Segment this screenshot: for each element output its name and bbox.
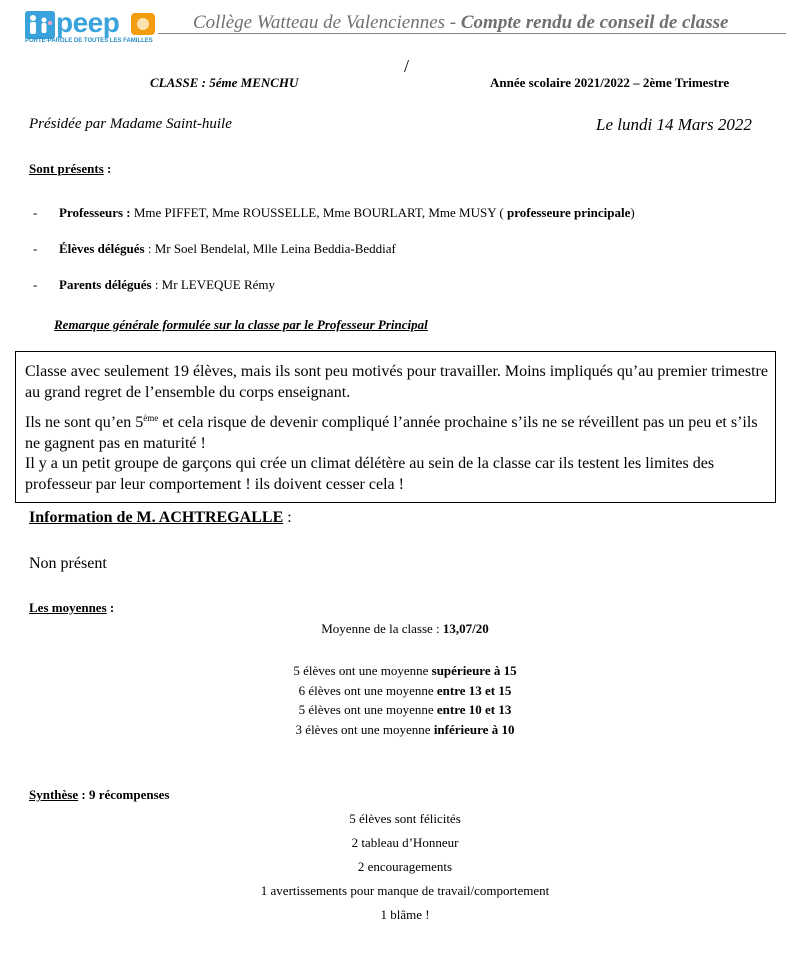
attendees-heading-suffix: :: [103, 161, 112, 176]
synthesis-item: 1 avertissements pour manque de travail/comportement: [260, 883, 550, 898]
remark-box: [15, 351, 776, 503]
information-heading: [29, 509, 292, 527]
attendee-role: professeure principale: [506, 205, 631, 220]
synthesis-heading: [29, 787, 169, 803]
list-dash: -: [33, 205, 38, 220]
list-dash: -: [33, 277, 38, 292]
remark-paragraph-3: Il y a un petit groupe de garçons qui crée un climat délétère au sein de la classe car ils testent les limites des professeur par leur comportement ! ils doivent cesser cela !: [25, 455, 715, 493]
average-row-text: 3 élèves ont une moyenne: [295, 722, 434, 737]
synthesis-item: 5 élèves sont félicités: [349, 811, 461, 826]
remark-heading: Remarque générale formulée sur la classe par le Professeur Principal: [54, 317, 428, 332]
remark-text: Ils ne sont qu’en 5: [25, 414, 144, 431]
attendee-label: Professeurs :: [59, 205, 131, 220]
family-figures-icon: [25, 11, 55, 39]
average-row: [0, 722, 810, 738]
synthesis-suffix: : 9 récompenses: [78, 787, 170, 802]
average-row-range: entre 13 et 15: [436, 683, 512, 698]
attendee-label: Élèves délégués: [59, 241, 145, 256]
information-suffix: :: [283, 509, 292, 526]
average-row-range: inférieure à 10: [433, 722, 515, 737]
class-average: [0, 621, 810, 637]
school-year: Année scolaire 2021/2022 – 2ème Trimestre: [490, 75, 730, 90]
synthesis-item: 1 blâme !: [380, 907, 430, 922]
attendee-parents: [33, 277, 275, 293]
average-row-text: 6 élèves ont une moyenne: [298, 683, 437, 698]
header-divider: [158, 33, 786, 34]
remark-paragraph-1: Classe avec seulement 19 élèves, mais ils sont peu motivés pour travailler. Moins impliqués qu’au premier trimestre au grand regret de l’ensemble du corps enseignant.: [25, 363, 768, 401]
remark-text: et cela risque de devenir compliqué l’année prochaine s’ils ne se réveillent pas un peu et s’ils ne gagnent pas en maturité !: [25, 414, 758, 452]
header-title: [193, 12, 728, 34]
information-label: Information de M. ACHTREGALLE: [29, 509, 284, 526]
synthesis-label: Synthèse: [29, 787, 79, 802]
attendees-heading: [29, 161, 111, 177]
slash-mark: /: [404, 56, 410, 76]
attendee-names: : Mr Soel Bendelal, Mlle Leina Beddia-Beddiaf: [144, 241, 396, 256]
attendee-label: Parents délégués: [59, 277, 152, 292]
average-row: [0, 702, 810, 718]
average-row: [0, 683, 810, 699]
synthesis-item: 2 encouragements: [357, 859, 453, 874]
attendee-students: [33, 241, 396, 257]
attendee-names: : Mr LEVEQUE Rémy: [151, 277, 276, 292]
logo-word: peep: [56, 7, 120, 38]
remark-superscript: ème: [143, 413, 159, 423]
class-average-label: Moyenne de la classe :: [321, 621, 443, 636]
averages-heading: [29, 600, 114, 616]
averages-label: Les moyennes: [29, 600, 107, 615]
document-title: Compte rendu de conseil de classe: [460, 12, 729, 33]
average-row-text: 5 élèves ont une moyenne: [293, 663, 432, 678]
class-name: CLASSE : 5éme MENCHU: [150, 75, 299, 90]
class-average-value: 13,07/20: [442, 621, 489, 636]
average-row-range: entre 10 et 13: [436, 702, 512, 717]
average-row-range: supérieure à 15: [431, 663, 517, 678]
peep-logo: [25, 9, 153, 45]
attendee-close: ): [630, 205, 635, 220]
meeting-date: Le lundi 14 Mars 2022: [596, 115, 752, 134]
logo-tagline: PORTE-PAROLE DE TOUTES LES FAMILLES: [25, 38, 153, 44]
average-row-text: 5 élèves ont une moyenne: [298, 702, 437, 717]
information-value: Non présent: [29, 555, 107, 572]
remark-paragraph-2: [25, 408, 773, 454]
averages-suffix: :: [106, 600, 115, 615]
attendee-teachers: [33, 205, 635, 221]
attendees-heading-label: Sont présents: [29, 161, 104, 176]
chaired-by: Présidée par Madame Saint-huile: [29, 116, 232, 132]
college-name: Collège Watteau de Valenciennes -: [193, 12, 461, 33]
synthesis-item: 2 tableau d’Honneur: [351, 835, 459, 850]
average-row: [0, 663, 810, 679]
list-dash: -: [33, 241, 38, 256]
logo-emblem-icon: [131, 13, 155, 35]
attendee-names: Mme PIFFET, Mme ROUSSELLE, Mme BOURLART, Mme MUSY (: [130, 205, 507, 220]
